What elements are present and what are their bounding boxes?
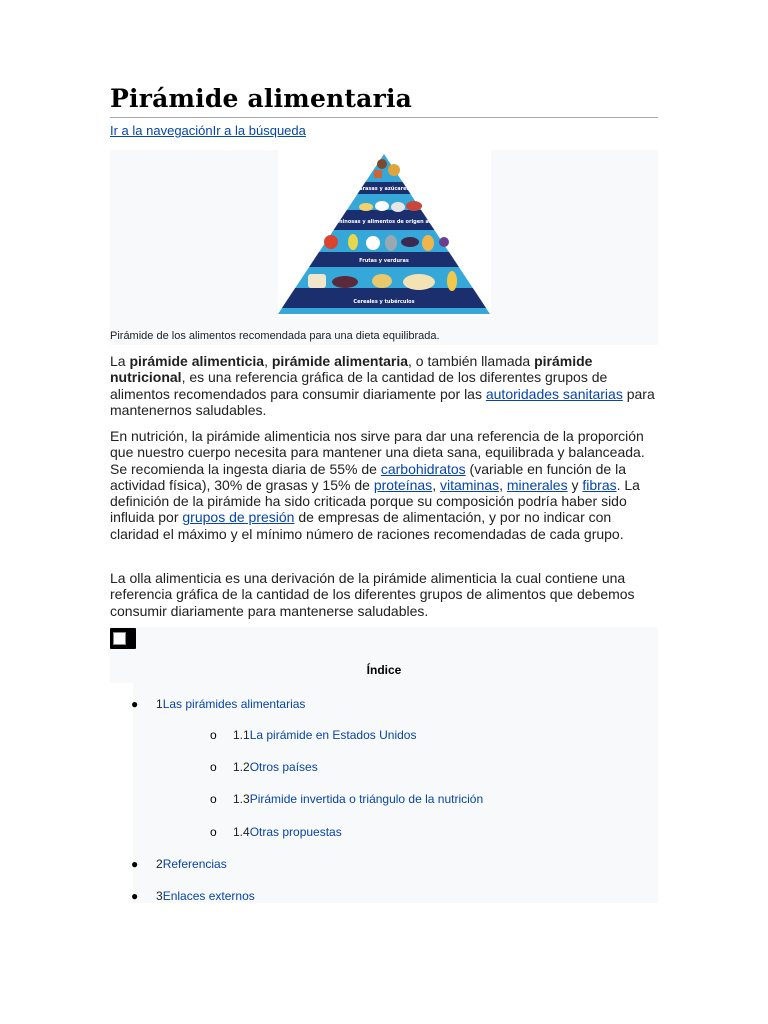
text-run: La xyxy=(110,353,130,369)
nutrition-paragraph xyxy=(110,428,658,542)
toc-item[interactable] xyxy=(131,889,255,903)
circle-bullet-icon: o xyxy=(210,825,217,839)
text-run: , xyxy=(264,353,272,369)
page-title: Pirámide alimentaria xyxy=(110,84,658,118)
text-run: y xyxy=(567,476,583,493)
toc-link[interactable]: La pirámide en Estados Unidos xyxy=(249,728,417,742)
toc-toggle-checkbox[interactable] xyxy=(110,628,136,649)
text-run: , xyxy=(432,476,440,493)
toc-link[interactable]: Enlaces externos xyxy=(162,889,255,903)
toc-item[interactable] xyxy=(131,857,227,871)
disc-bullet-icon: ● xyxy=(131,697,139,711)
checkbox-icon xyxy=(113,632,126,645)
olla-paragraph: La olla alimenticia es una derivación de la pirámide alimenticia la cual contiene una referencia gráfica de la cantidad de los diferentes grupos de alimentos que debemos consumir diariamente para mantenerse saludables. xyxy=(110,570,635,619)
circle-bullet-icon: o xyxy=(210,728,217,742)
link-carbohidratos[interactable]: carbohidratos xyxy=(380,460,466,477)
circle-bullet-icon: o xyxy=(210,792,217,806)
toc-link[interactable]: Las pirámides alimentarias xyxy=(162,697,306,711)
link-grupos-de-presion[interactable]: grupos de presión xyxy=(182,509,295,526)
text-run: para mantenernos saludables. xyxy=(110,385,655,418)
toc-number: 2 xyxy=(156,857,163,871)
bold-term: pirámide nutricional xyxy=(110,353,593,386)
intro-paragraph xyxy=(110,353,658,418)
link-vitaminas[interactable]: vitaminas xyxy=(439,476,500,493)
toc-item[interactable] xyxy=(131,697,305,711)
pyramid-label-fats: Grasas y azúcares xyxy=(358,186,410,192)
toc-item[interactable] xyxy=(210,792,483,806)
circle-bullet-icon: o xyxy=(210,760,217,774)
link-fibras[interactable]: fibras xyxy=(582,476,617,493)
bold-term: pirámide alimentaria xyxy=(271,353,409,369)
link-proteinas[interactable]: proteínas xyxy=(373,476,433,493)
food-pyramid-image[interactable] xyxy=(278,150,491,316)
toc-number: 1.3 xyxy=(233,792,250,806)
text-run: . La definición de la pirámide ha sido criticada porque su composición podría haber sido influida por xyxy=(110,476,640,526)
jump-to-navigation-link[interactable]: Ir a la navegación xyxy=(110,123,213,138)
figure-caption: Pirámide de los alimentos recomendada para una dieta equilibrada. xyxy=(110,330,440,342)
text-run: En nutrición, la pirámide alimenticia nos sirve para dar una referencia de la proporción que nuestro cuerpo necesita para mantener una dieta sana, equilibrada y balanceada. Se recomienda la ingesta diaria de 55% de xyxy=(110,428,645,477)
disc-bullet-icon: ● xyxy=(131,857,139,871)
toc-number: 1.1 xyxy=(233,728,250,742)
toc-number: 3 xyxy=(156,889,163,903)
disc-bullet-icon: ● xyxy=(131,889,139,903)
pyramid-label-legumes: Leguminosas y alimentos de origen animal xyxy=(323,219,445,225)
toc-number: 1 xyxy=(156,697,163,711)
toc-number: 1.4 xyxy=(233,825,250,839)
link-minerales[interactable]: minerales xyxy=(506,476,568,493)
toc-item[interactable] xyxy=(210,728,416,742)
toc-link[interactable]: Pirámide invertida o triángulo de la nutrición xyxy=(249,792,484,806)
text-run: de empresas de alimentación, y por no indicar con claridad el máximo y el mínimo número de raciones recomendadas de cada grupo. xyxy=(110,509,624,542)
pyramid-label-cereals: Cereales y tubérculos xyxy=(353,299,415,305)
link-autoridades-sanitarias[interactable]: autoridades sanitarias xyxy=(485,385,623,402)
jump-to-search-link[interactable]: Ir a la búsqueda xyxy=(212,123,306,138)
text-run: , xyxy=(499,476,507,493)
toc-link[interactable]: Otras propuestas xyxy=(249,825,342,839)
toc-link[interactable]: Otros países xyxy=(249,760,318,774)
figure xyxy=(110,150,658,345)
text-run: , es una referencia gráfica de la cantidad de los diferentes grupos de alimentos recomendados para consumir diariamente por las xyxy=(110,369,608,402)
pyramid-label-fruits: Frutas y verduras xyxy=(359,258,409,264)
toc-item[interactable] xyxy=(210,825,342,839)
toc-item[interactable] xyxy=(210,760,318,774)
toc-link[interactable]: Referencias xyxy=(162,857,227,871)
bold-term: pirámide alimenticia xyxy=(129,353,265,369)
toc-number: 1.2 xyxy=(233,760,250,774)
text-run: , o también llamada xyxy=(408,353,535,369)
text-run: (variable en función de la actividad física), 30% de grasas y 15% de xyxy=(110,460,626,493)
jump-links xyxy=(110,123,306,138)
toc-title: Índice xyxy=(366,663,402,677)
food-pyramid-graphic xyxy=(278,150,491,316)
